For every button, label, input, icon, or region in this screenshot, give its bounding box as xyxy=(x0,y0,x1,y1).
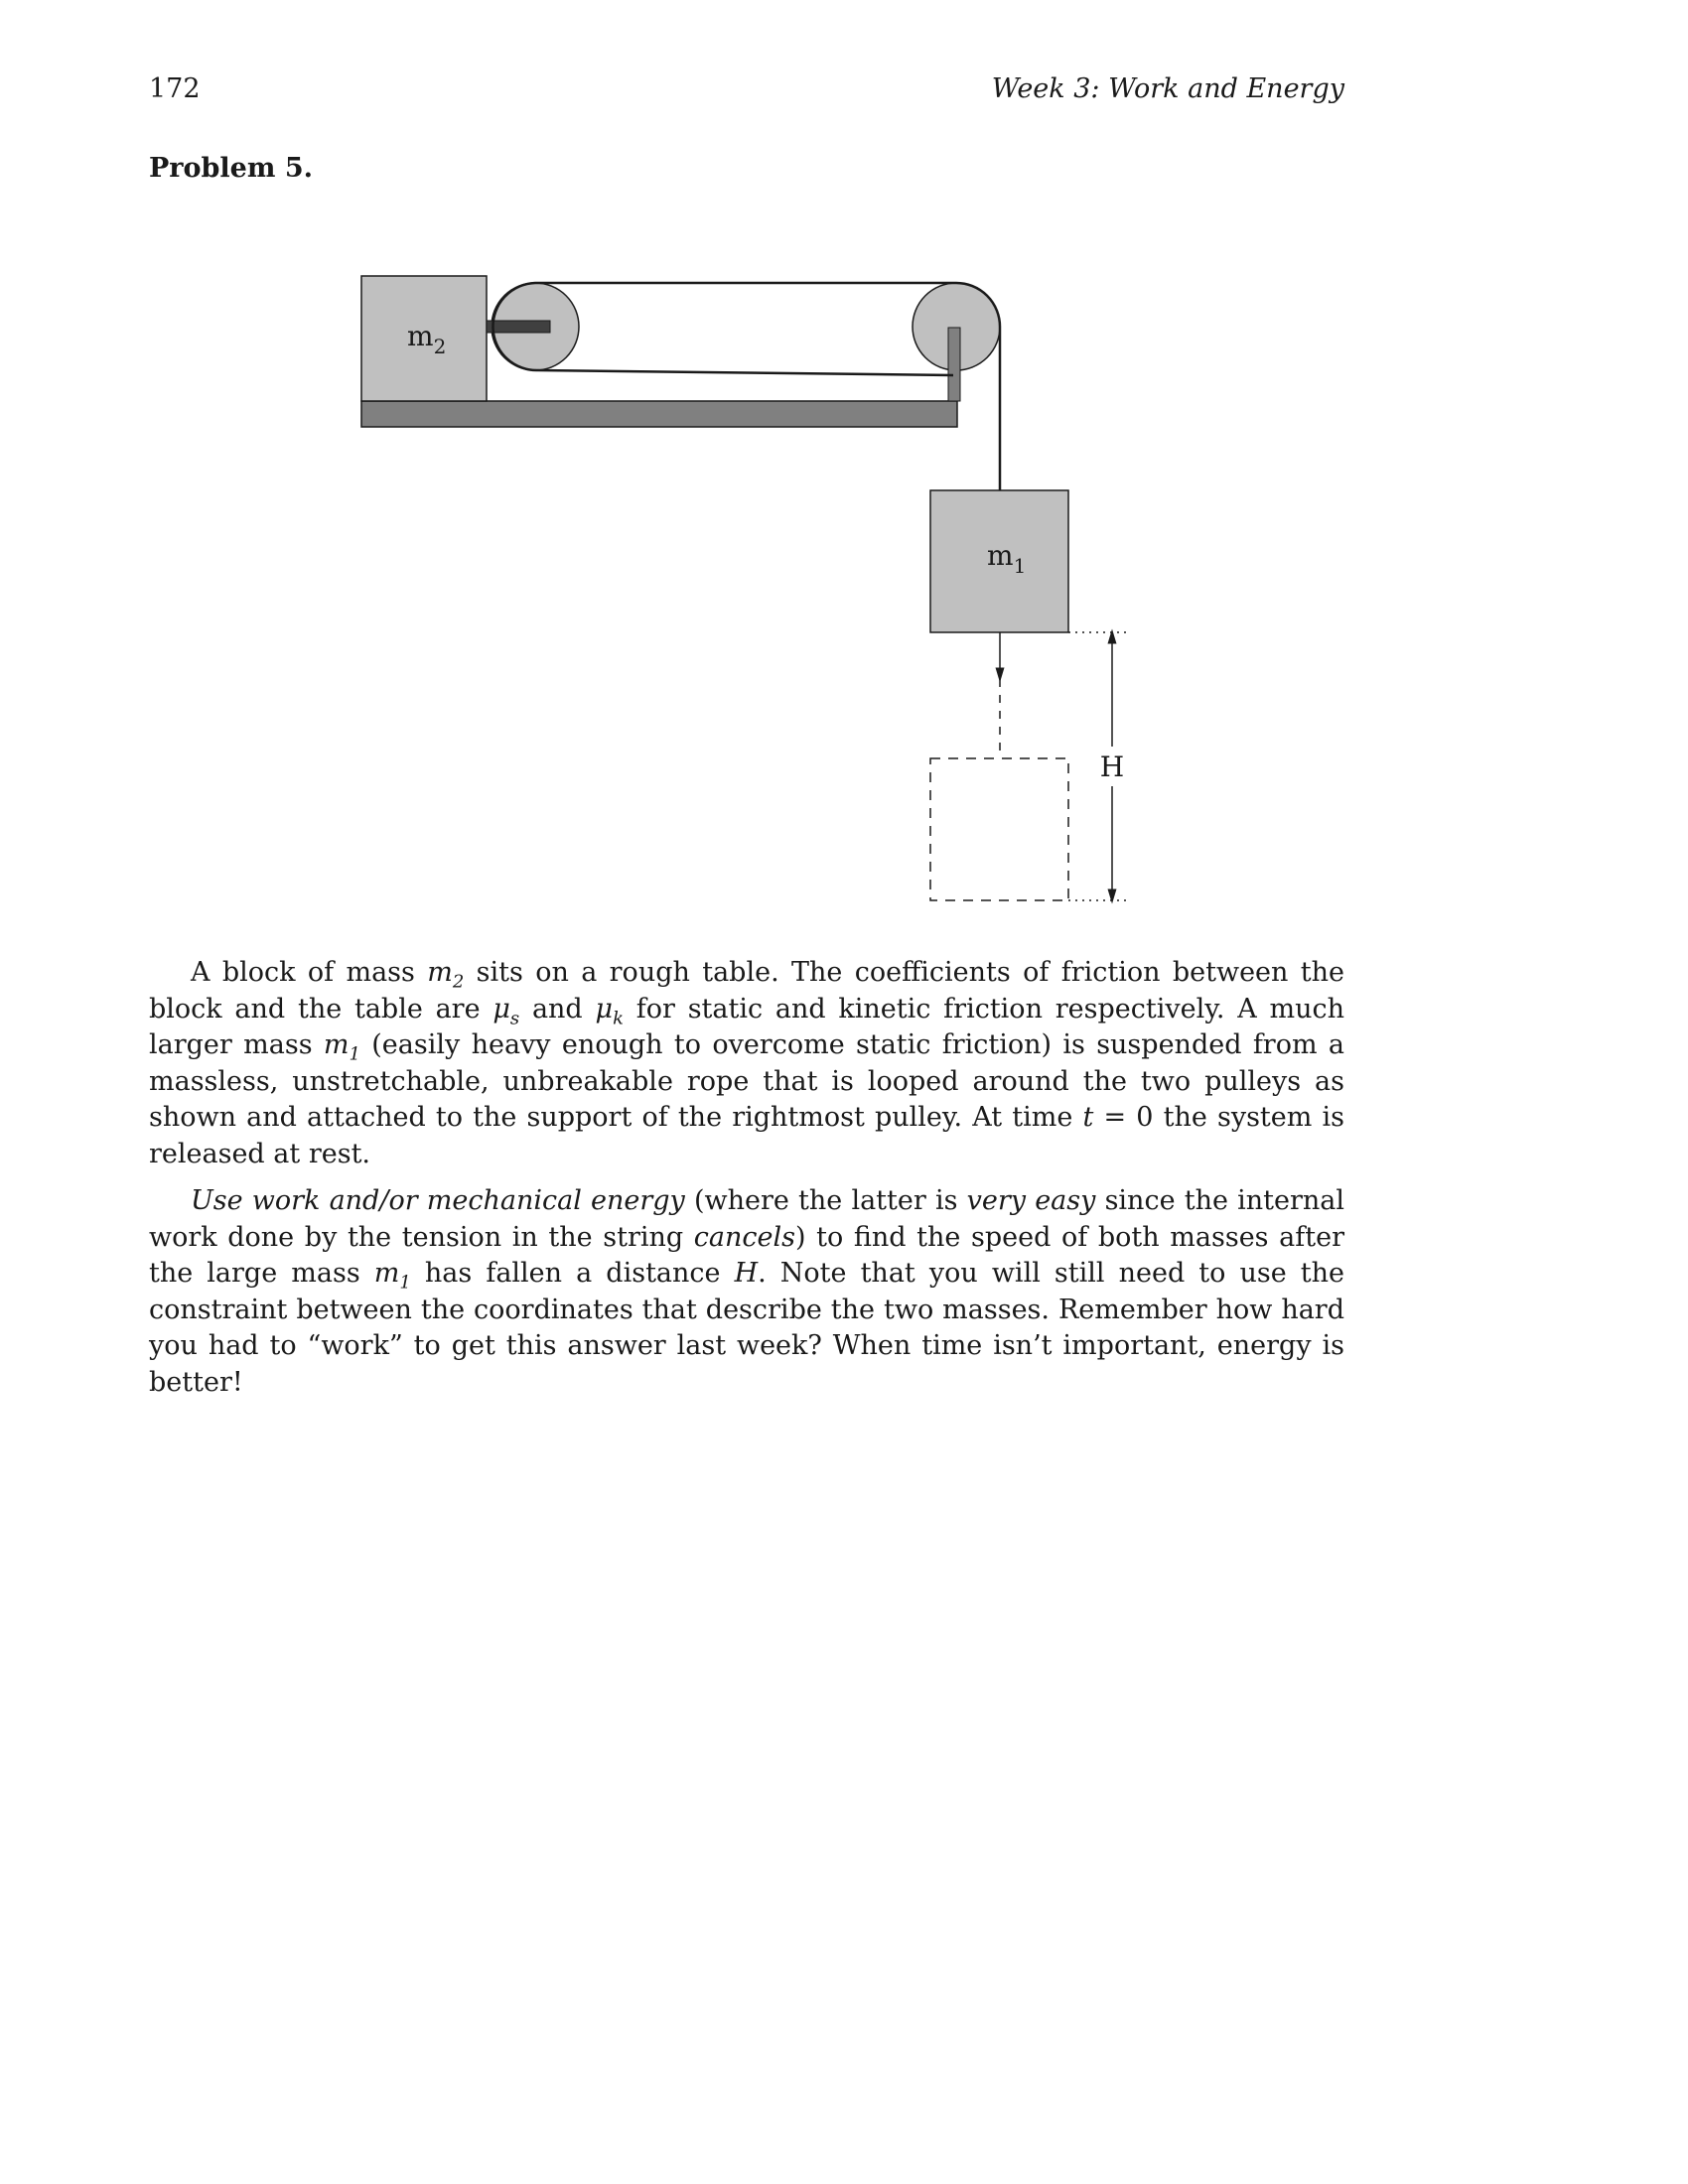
text-span: . Note that you will still need to use the constraint between the coordinates that describe the two masses. Remember how hard you had to “work” to get this answer last week? When time isn’t important, energy is better! xyxy=(149,1258,1344,1398)
text-span: A block of mass xyxy=(191,957,428,988)
text-span: for static and kinetic friction respectively. A much larger mass xyxy=(149,993,1345,1060)
emphasis: cancels xyxy=(693,1221,795,1253)
block-m2-label: $m_2$ xyxy=(407,320,447,358)
text-span: (easily heavy enough to overcome static friction) is suspended from a massless, unstretchable, unbreakable rope that is looped around the two pulleys as shown and attached to the support of the rightmost pulley. At time xyxy=(149,1029,1344,1133)
problem-title: Problem 5. xyxy=(149,153,314,184)
text-span: sits on a rough table. The coefficients of friction between the block and the table are xyxy=(149,957,1344,1024)
block-m1-label: $m_1$ xyxy=(987,539,1027,578)
text-span: and xyxy=(519,993,596,1024)
text-span: (where the latter is xyxy=(684,1185,967,1216)
text-span: has fallen a distance xyxy=(410,1258,735,1289)
math-var: $m_2$ xyxy=(427,957,465,993)
text-span: ) to find the speed of both masses after the large mass xyxy=(149,1221,1344,1289)
emphasis: very easy xyxy=(966,1185,1096,1216)
paragraph-1 xyxy=(149,955,1344,1172)
math-var: $m_1$ xyxy=(323,1029,360,1065)
math-var: H xyxy=(734,1258,759,1289)
text-span: since the internal work done by the tension in the string xyxy=(149,1185,1344,1253)
paragraph-2 xyxy=(149,1183,1344,1401)
math-var: t xyxy=(1082,1102,1094,1133)
emphasis: Use work and/or mechanical energy xyxy=(191,1185,685,1216)
math-var: $\mu_s$ xyxy=(492,993,520,1028)
pulley-diagram xyxy=(0,0,1688,943)
running-header: Week 3: Work and Energy xyxy=(991,73,1344,104)
left-pulley-axle xyxy=(487,321,550,333)
math-var: $m_1$ xyxy=(373,1258,411,1294)
block-m1-final-position xyxy=(930,758,1068,900)
problem-text xyxy=(149,955,1344,1412)
right-pulley-support xyxy=(948,328,960,401)
page-number: 172 xyxy=(149,73,201,104)
text-span: = 0 the system is released at rest. xyxy=(149,1102,1344,1169)
height-label: H xyxy=(1099,751,1125,783)
table xyxy=(361,401,957,427)
math-var: $\mu_k$ xyxy=(595,993,624,1028)
